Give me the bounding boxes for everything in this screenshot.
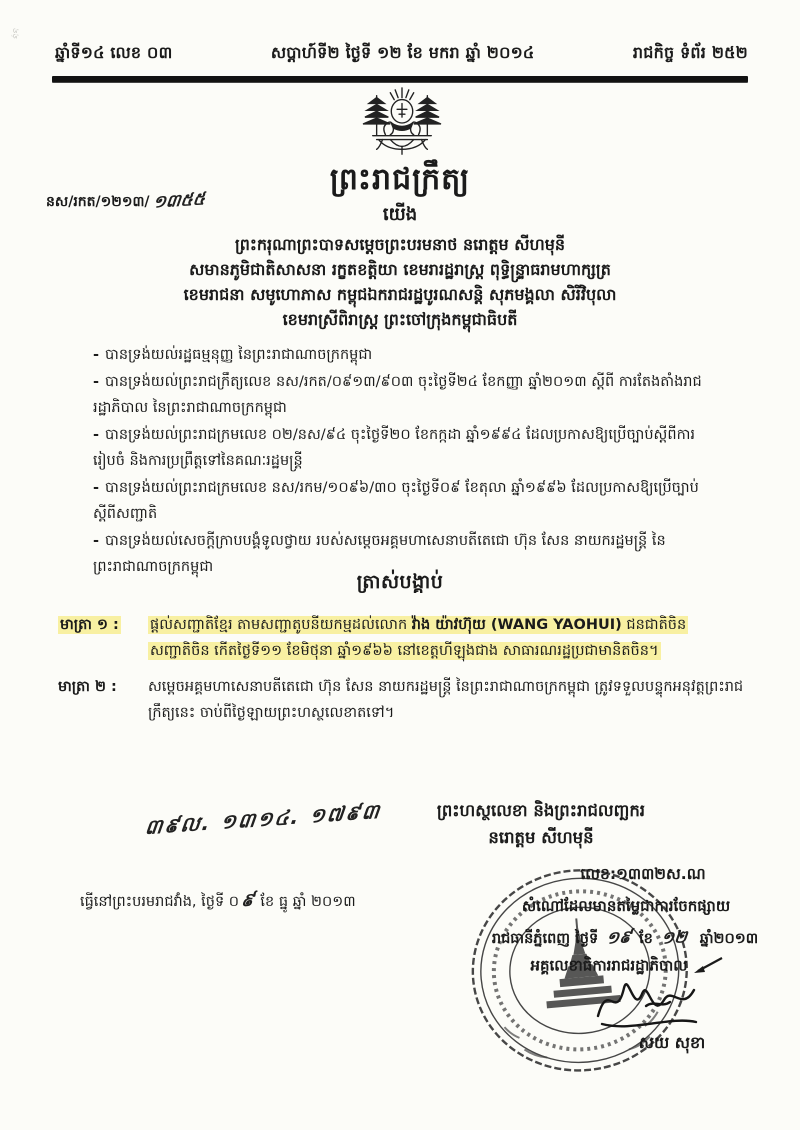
royal-titles [40,232,760,332]
royal-title-line: សមានភូមិជាតិសាសនា រក្ខតខត្តិយា ខេមរារដ្ឋរាស្ត្រ ពុទ្ធិន្ទ្រាធរាមហាក្សត្រ [189,260,611,279]
scan-artifact: ئ‌ِ‌ئ [12,28,20,39]
article-2-text: សម្តេចអគ្គមហាសេនាបតីតេជោ ហ៊ុន សែន នាយករដ្ឋមន្ត្រី នៃព្រះរាជាណាចក្រកម្ពុជា ត្រូវទទួលបន្ទុកអនុវត្តព្រះរាជក្រឹត្យនេះ ចាប់ពីថ្ងៃឡាយព្រះហស្ថលេខាតទៅ។ [148,679,744,721]
dash-bullet: - [93,374,100,390]
made-at-line [80,888,356,915]
header-volume: ឆ្នាំទី១៤ លេខ ០៣ [55,43,173,62]
consideration-text: បានទ្រង់យល់រដ្ឋធម្មនុញ្ញ នៃព្រះរាជាណាចក្រកម្ពុជា [105,347,373,363]
doc-ref-handwritten: ១៣៥៥ [151,189,206,213]
signer-title-text: អគ្គលេខាធិការរាជរដ្ឋាភិបាល [530,956,688,975]
cert-handwritten-day: ១៩ [605,927,633,949]
royal-signature-block [388,797,694,851]
header-rule [52,76,748,82]
royal-signature-caption: ព្រះហស្ថលេខា និងព្រះរាជលញ្ឆករ [436,801,646,820]
royal-title-line: ព្រះករុណាព្រះបាទសម្តេចព្រះបរមនាថ នរោត្តម សីហមុនី [234,235,566,254]
naturalized-person-name: វ៉ាង យ៉ាវហ៊ុយ (WANG YAOHUI) [411,617,622,633]
consideration-text: បានទ្រង់យល់ព្រះរាជក្រមលេខ ០២/នស/៩៤ ចុះថ្ងៃទី២០ ខែកក្កដា ឆ្នាំ១៩៩៤ ដែលប្រកាសឱ្យប្រើច្បាប់ស្តីពីការរៀបចំ និងការប្រព្រឹត្តទៅនៃគណៈរដ្ឋមន្ត្រី [93,427,695,469]
cert-year: ឆ្នាំ២០១៣ [699,931,759,947]
made-at-pre: ធ្វើនៅព្រះបរមរាជវាំង, ថ្ងៃទី ០ [80,894,240,910]
article-1 [58,612,748,664]
certification-place-date [450,927,800,952]
considerations-list [93,342,723,581]
decree-we: យើង [382,204,418,225]
consideration-item [93,475,723,527]
article-1-text [142,612,748,664]
dash-bullet: - [93,427,100,443]
article-1-label: មាត្រា ១ : [60,617,119,633]
made-at-handwritten-day: ៩ [239,889,256,912]
article-2 [58,674,748,726]
dash-bullet: - [93,480,100,496]
article-1-pre: ផ្តល់សញ្ជាតិខ្មែរ តាមសញ្ជាតូបនីយកម្មដល់លោក [150,617,412,633]
consideration-text: បានទ្រង់យល់សេចក្តីក្រាបបង្គំទូលថ្វាយ របស់សម្តេចអគ្គមហាសេនាបតីតេជោ ហ៊ុន សែន នាយករដ្ឋមន្ត្រី នៃព្រះរាជាណាចក្រកម្ពុជា [93,533,666,575]
signer-name: សយ សុខា [638,1033,706,1052]
header-page-number: រាជកិច្ច ទំព័រ ២៥២ [632,43,748,62]
article-1-post: ជនជាតិចិន សញ្ជាតិចិន កើតថ្ងៃទី១១ ខែមិថុនា ឆ្នាំ១៩៦៦ នៅខេត្តហីឡុងជាង សាធារណរដ្ឋប្រជាមានិតចិន។ [150,617,687,659]
signature-scribble [588,972,706,1034]
king-name: នរោត្តម សីហមុនី [488,828,594,847]
cert-month-label: ខែ [639,931,653,947]
handwritten-note: ៣៩ល. ១៣១៤. ១៧៩៣ [143,798,383,840]
cert-handwritten-month: ១២ [659,927,688,949]
consideration-item [93,342,723,368]
article-1-body [148,616,688,660]
doc-ref-printed: នស/រកត/១២១៣/ [46,194,150,210]
articles [58,612,748,736]
certification-number: លេខ:១៣៣២ស.ណ [580,865,706,883]
header-date: សប្តាហ៍ទី២ ថ្ងៃទី ១២ ខែ មករា ឆ្នាំ ២០១៤ [270,43,535,62]
doc-ref [46,190,204,215]
consideration-item [93,422,723,474]
decree-title: ព្រះរាជក្រឹត្យ [329,162,471,197]
article-2-label: មាត្រា ២ : [58,679,117,695]
cert-place-pre: រាជធានីភ្នំពេញ ថ្ងៃទី [491,931,599,947]
royal-title-line: ខេមរាជនា សមូហោភាស កម្ពុជឯករាជរដ្ឋបូរណសន្តិ សុភមង្គលា សិរីវិបុលា [183,285,617,304]
dash-bullet: - [93,347,100,363]
certification-note: សំណៅដែលមានតម្លៃជាការចែកផ្សាយ [521,897,731,915]
proclamation-heading: ត្រាស់បង្គាប់ [356,571,444,593]
gazette-header [55,42,748,66]
made-at-post: ខែ ធ្នូ ឆ្នាំ ២០១៣ [255,894,356,910]
dash-bullet: - [93,533,100,549]
consideration-item [93,369,723,421]
consideration-text: បានទ្រង់យល់ព្រះរាជក្រមលេខ នស/រកម/១០៩៦/៣០ ចុះថ្ងៃទី០៩ ខែតុលា ឆ្នាំ១៩៩៦ ដែលប្រកាសឱ្យប្រើច្បាប់ ស្តីពីសញ្ជាតិ [93,480,699,522]
royal-arms-emblem-icon [352,84,452,162]
consideration-text: បានទ្រង់យល់ព្រះរាជក្រឹត្យលេខ នស/រកត/០៩១៣/៩០៣ ចុះថ្ងៃទី២៤ ខែកញ្ញា ឆ្នាំ២០១៣ ស្តីពី ការតែងតាំងរាជរដ្ឋាភិបាល នៃព្រះរាជាណាចក្រកម្ពុជា [93,374,702,416]
royal-title-line: ខេមរាស្រីពិរាស្ត្រ ព្រះចៅក្រុងកម្ពុជាធិបតី [282,310,518,329]
